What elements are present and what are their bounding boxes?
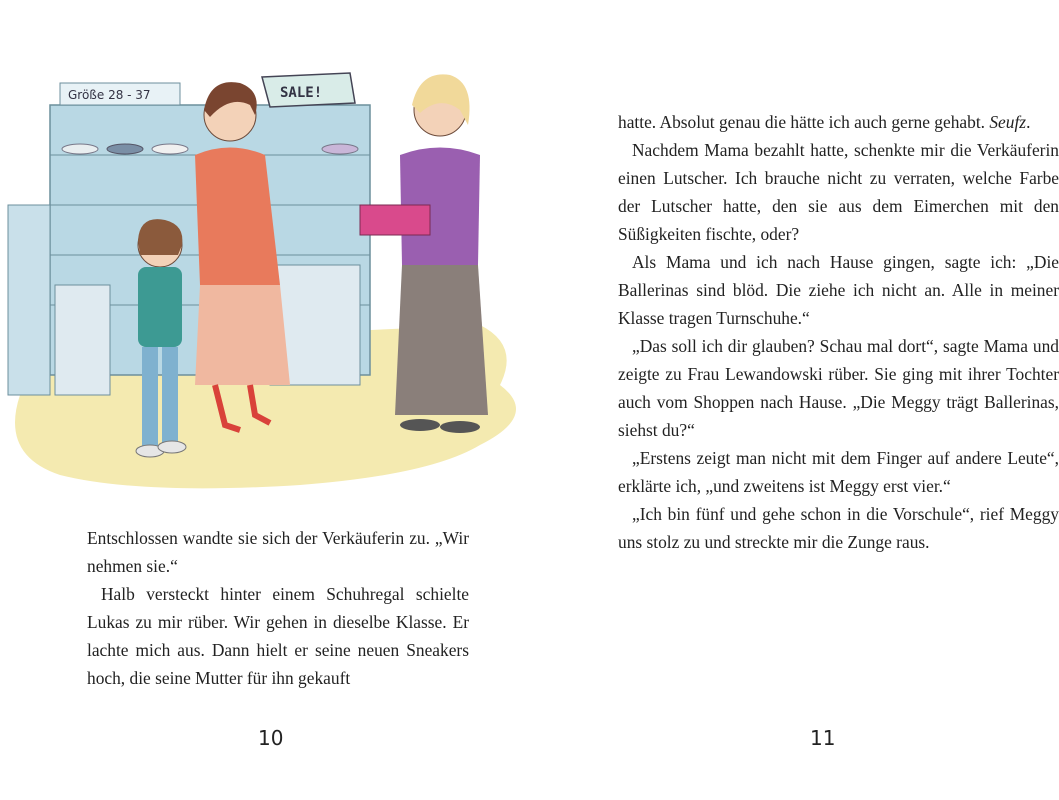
italic-interjection: Seufz [989,112,1027,132]
paragraph-end: . [1026,112,1031,132]
size-sign-text: Größe 28 - 37 [68,88,151,102]
sale-sign-text: SALE! [280,85,323,101]
left-page [0,0,520,800]
paragraph: Halb versteckt hinter einem Schuhregal schielte Lukas zu mir rüber. Wir gehen in dieselbe Klasse. Er lachte mich aus. Dann hielt er seine neuen Sneakers hoch, die seine Mutter für ihn gekauft [87,584,469,688]
page-number: 11 [810,726,836,750]
right-page [560,0,1059,800]
right-page-text [618,108,1059,556]
paragraph: „Erstens zeigt man nicht mit dem Finger auf andere Leute“, erklärte ich, „und zweitens ist Meggy erst vier.“ [618,448,1059,496]
page-number: 10 [258,726,284,750]
paragraph: „Ich bin fünf und gehe schon in die Vorschule“, rief Meggy uns stolz zu und streckte mir die Zunge raus. [618,504,1059,552]
paragraph-text: hatte. Absolut genau die hätte ich auch gerne gehabt. [618,112,990,132]
paragraph: Entschlossen wandte sie sich der Verkäuferin zu. „Wir nehmen sie.“ [87,528,469,576]
paragraph: „Das soll ich dir glauben? Schau mal dort“, sagte Mama und zeigte zu Frau Lewandowski rüber. Sie ging mit ihrer Tochter auch vom Shoppen nach Hause. „Die Meggy trägt Ballerinas, siehst du?“ [618,336,1059,440]
paragraph [618,108,1059,136]
paragraph: Als Mama und ich nach Hause gingen, sagte ich: „Die Ballerinas sind blöd. Die ziehe ich nicht an. Alle in meiner Klasse tragen Turnschuhe.“ [618,252,1059,328]
left-page-text [87,524,469,692]
shoe-store-illustration [0,55,500,500]
paragraph: Nachdem Mama bezahlt hatte, schenkte mir die Verkäuferin einen Lutscher. Ich brauche nicht zu verraten, welche Farbe der Lutscher hatte, den sie aus dem Eimerchen mit den Süßigkeiten fischte, oder? [618,140,1059,244]
